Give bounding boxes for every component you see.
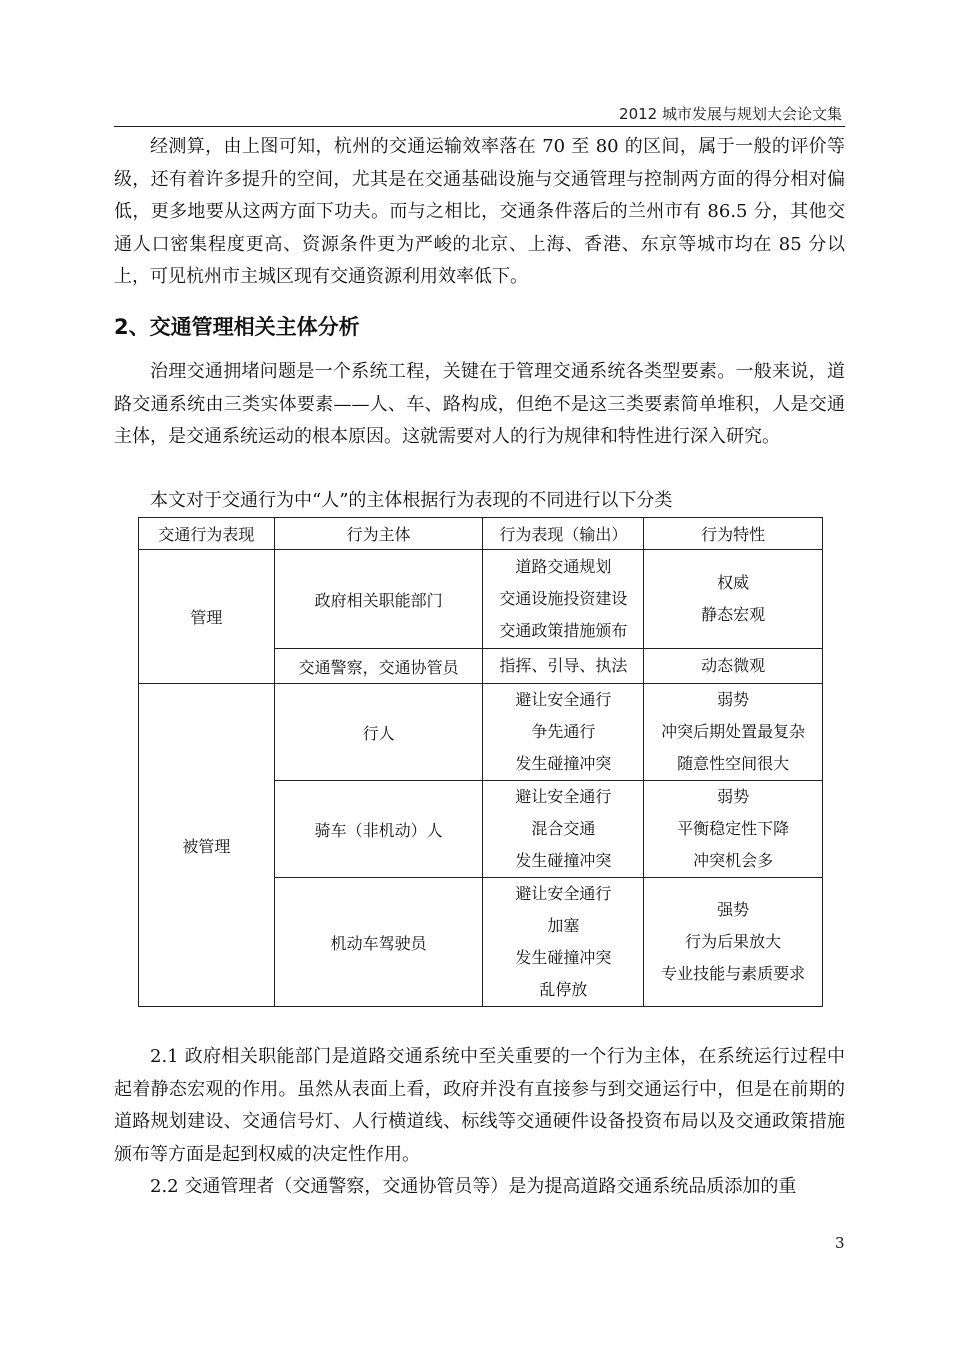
output-item: 避让安全通行 [515,690,612,709]
trait-item: 弱势 [717,787,750,806]
page-number: 3 [835,1234,845,1252]
output-item: 争先通行 [531,722,596,741]
paragraph-traffic-system-intro: 治理交通拥堵问题是一个系统工程，关键在于管理交通系统各类型要素。一般来说，道路交通系统由三类实体要素——人、车、路构成，但绝不是这三类要素简单堆积，人是交通主体，是交通系统运动的根本原因。这就需要对人的行为规律和特性进行深入研究。 [114,361,845,447]
output-item: 指挥、引导、执法 [499,656,628,675]
output-cell [483,878,644,1007]
output-cell [483,781,644,878]
subject-cell: 机动车驾驶员 [274,878,483,1007]
trait-item: 冲突机会多 [693,851,774,870]
trait-item: 平衡稳定性下降 [677,819,790,838]
trait-cell [644,550,823,649]
trait-item: 弱势 [717,690,750,709]
subject-cell: 骑车（非机动）人 [274,781,483,878]
trait-item: 动态微观 [701,656,766,675]
paragraph-government-role: 2.1 政府相关职能部门是道路交通系统中至关重要的一个行为主体，在系统运行过程中起着静态宏观的作用。虽然从表面上看，政府并没有直接参与到交通运行中，但是在前期的道路规划建设、交通信号灯、人行横道线、标线等交通硬件设备投资布局以及交通政策措施颁布等方面是起到权威的决定性作用。 [114,1046,845,1165]
output-cell [483,649,644,684]
column-header: 交通行为表现 [139,518,275,550]
trait-item: 随意性空间很大 [677,754,790,773]
output-item: 避让安全通行 [515,884,612,903]
column-header: 行为表现（输出） [483,518,644,550]
trait-item: 静态宏观 [701,605,766,624]
table-header-row [139,518,823,550]
table-caption: 本文对于交通行为中“人”的主体根据行为表现的不同进行以下分类 [150,490,673,511]
trait-cell [644,649,823,684]
column-header: 行为特性 [644,518,823,550]
output-item: 交通设施投资建设 [499,589,628,608]
paragraph-traffic-manager-role: 2.2 交通管理者（交通警察，交通协管员等）是为提高道路交通系统品质添加的重 [150,1176,797,1197]
output-item: 加塞 [547,916,580,935]
output-item: 发生碰撞冲突 [515,948,612,967]
column-header: 行为主体 [274,518,483,550]
subject-cell: 行人 [274,684,483,781]
trait-item: 冲突后期处置最复杂 [661,722,806,741]
output-item: 混合交通 [531,819,596,838]
output-cell [483,550,644,649]
running-header-title: 2012 城市发展与规划大会论文集 [619,105,842,123]
output-item: 交通政策措施颁布 [499,621,628,640]
output-item: 发生碰撞冲突 [515,754,612,773]
trait-cell [644,684,823,781]
trait-cell [644,781,823,878]
header-rule [114,126,845,127]
group-label-cell: 管理 [139,550,275,684]
subject-cell: 交通警察，交通协管员 [274,649,483,684]
output-item: 发生碰撞冲突 [515,851,612,870]
output-item: 道路交通规划 [515,557,612,576]
section-heading: 2、交通管理相关主体分析 [114,315,360,339]
trait-cell [644,878,823,1007]
trait-item: 强势 [717,900,750,919]
traffic-actor-table [138,517,823,1007]
subject-cell: 政府相关职能部门 [274,550,483,649]
table-row [139,550,823,649]
paragraph-evaluation-summary: 经测算，由上图可知，杭州的交通运输效率落在 70 至 80 的区间，属于一般的评价等级，还有着许多提升的空间，尤其是在交通基础设施与交通管理与控制两方面的得分相对偏低，更多地要从这两方面下功夫。而与之相比，交通条件落后的兰州市有 86.5 分，其他交通人口密集程度更高、资源条件更为严峻的北京、上海、香港、东京等城市均在 85 分以上，可见杭州市主城区现有交通资源利用效率低下。 [114,136,845,287]
trait-item: 专业技能与素质要求 [661,964,806,983]
table-row [139,684,823,781]
output-cell [483,684,644,781]
output-item: 避让安全通行 [515,787,612,806]
group-label-cell: 被管理 [139,684,275,1007]
trait-item: 行为后果放大 [685,932,782,951]
trait-item: 权威 [717,573,750,592]
output-item: 乱停放 [539,980,588,999]
